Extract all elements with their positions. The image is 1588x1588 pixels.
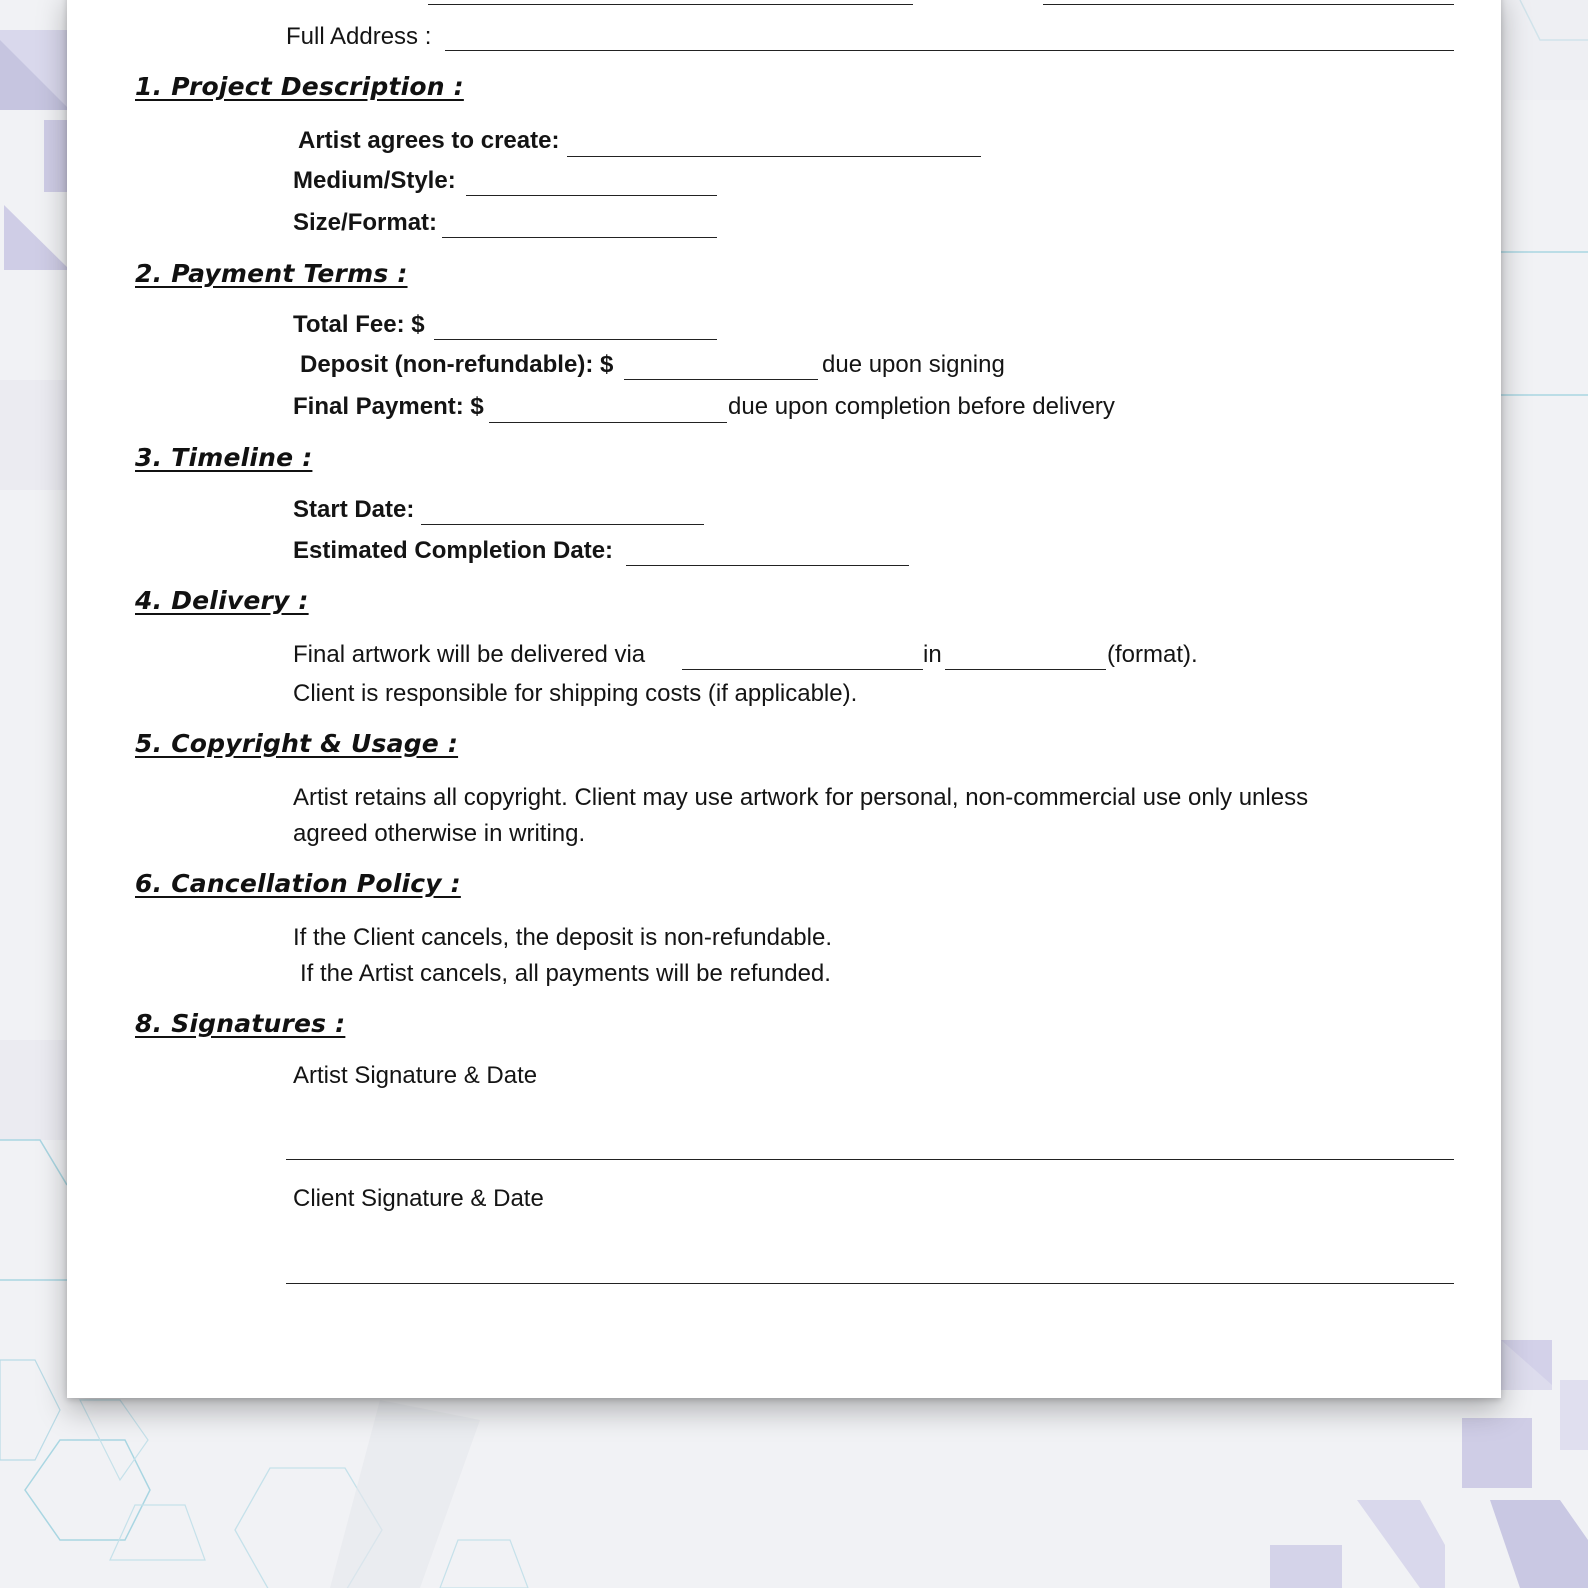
- final-payment-suffix: due upon completion before delivery: [728, 393, 1115, 420]
- client-signature-label: Client Signature & Date: [293, 1185, 544, 1212]
- project-description-heading: 1. Project Description :: [135, 72, 464, 101]
- artist-agrees-label: Artist agrees to create:: [298, 127, 560, 154]
- delivery-method-label: Final artwork will be delivered via: [293, 641, 646, 668]
- deposit-field[interactable]: [624, 379, 818, 380]
- artist-signature-label: Artist Signature & Date: [293, 1062, 538, 1089]
- start-date-field[interactable]: [421, 524, 704, 525]
- timeline-heading: 3. Timeline :: [135, 443, 313, 472]
- medium-style-label: Medium/Style:: [293, 167, 456, 194]
- full-address-label: Full Address :: [286, 23, 432, 50]
- payment-terms-heading: 2. Payment Terms :: [135, 259, 408, 288]
- client-signature-field[interactable]: [286, 1283, 1454, 1284]
- size-format-label: Size/Format:: [293, 209, 438, 236]
- deposit-suffix: due upon signing: [822, 351, 1005, 378]
- artist-agrees-field[interactable]: [567, 156, 981, 157]
- cancellation-policy-heading: 6. Cancellation Policy :: [135, 869, 461, 898]
- total-fee-label: Total Fee: $: [293, 311, 425, 338]
- size-format-field[interactable]: [442, 237, 717, 238]
- final-payment-label: Final Payment: $: [293, 393, 484, 420]
- total-fee-field[interactable]: [434, 339, 717, 340]
- delivery-format-suffix: (format).: [1107, 641, 1198, 668]
- top-field-line-right: [1043, 4, 1454, 5]
- signatures-heading: 8. Signatures :: [135, 1009, 346, 1038]
- estimated-completion-field[interactable]: [626, 565, 909, 566]
- estimated-completion-label: Estimated Completion Date:: [293, 537, 614, 564]
- deposit-label: Deposit (non-refundable): $: [300, 351, 614, 378]
- delivery-in-label: in: [923, 641, 942, 668]
- cancellation-text-line1: If the Client cancels, the deposit is non-refundable.: [293, 924, 832, 951]
- top-field-line-left: [428, 4, 913, 5]
- shipping-costs-text: Client is responsible for shipping costs (if applicable).: [293, 680, 858, 707]
- delivery-method-field[interactable]: [682, 669, 923, 670]
- copyright-usage-heading: 5. Copyright & Usage :: [135, 729, 459, 758]
- full-address-field[interactable]: [445, 50, 1454, 51]
- delivery-format-field[interactable]: [945, 669, 1106, 670]
- cancellation-text-line2: If the Artist cancels, all payments will be refunded.: [300, 960, 831, 987]
- delivery-heading: 4. Delivery :: [135, 586, 309, 615]
- final-payment-field[interactable]: [489, 422, 727, 423]
- copyright-text-line1: Artist retains all copyright. Client may use artwork for personal, non-commercial use only unless: [293, 784, 1309, 811]
- copyright-text-line2: agreed otherwise in writing.: [293, 820, 586, 847]
- start-date-label: Start Date:: [293, 496, 415, 523]
- medium-style-field[interactable]: [466, 195, 717, 196]
- artist-signature-field[interactable]: [286, 1159, 1454, 1160]
